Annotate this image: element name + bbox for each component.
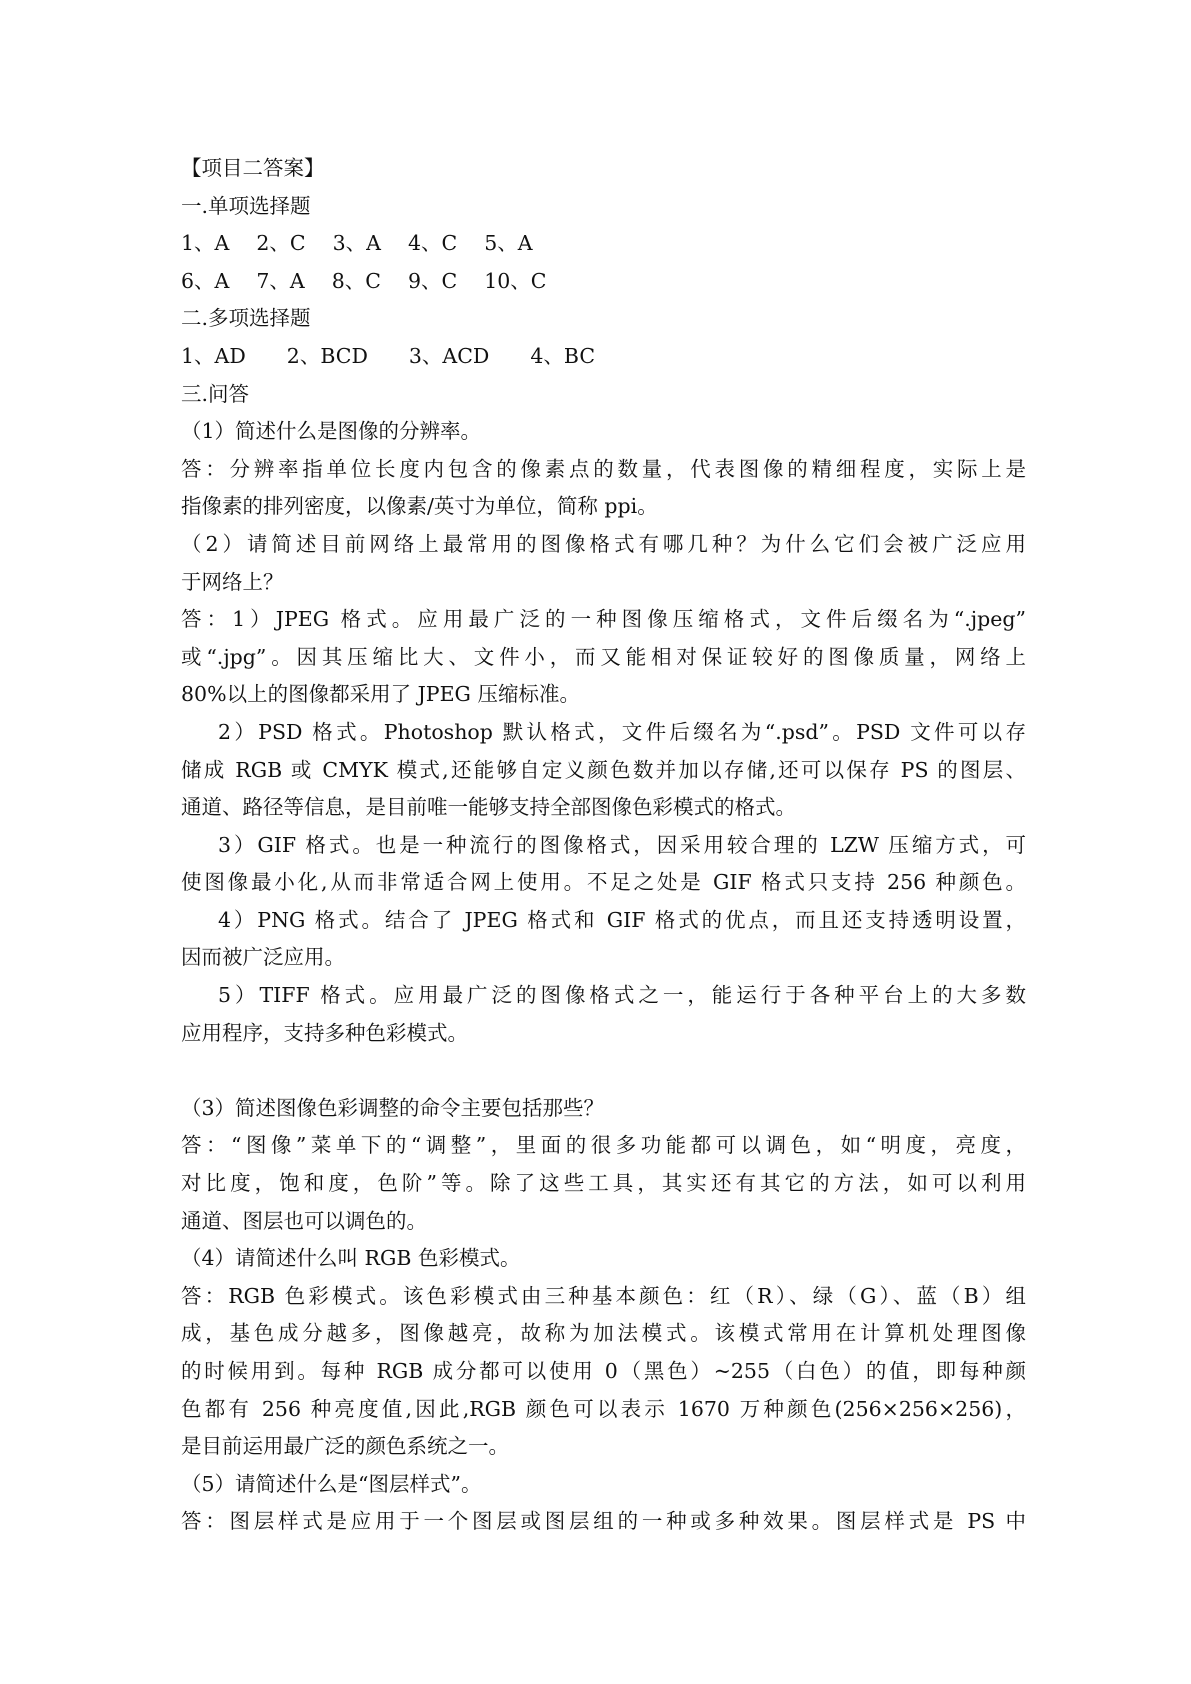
single-choice-answers-row-1: 1、A 2、C 3、A 4、C 5、A: [181, 231, 533, 256]
question-2-line-1: （2）请简述目前网络上最常用的图像格式有哪几种？为什么它们会被广泛应用: [181, 531, 1026, 556]
answer-3-line-2: 对比度，饱和度，色阶”等。除了这些工具，其实还有其它的方法，如可以利用: [181, 1171, 1026, 1196]
answer-3-line-3: 通道、图层也可以调色的。: [181, 1208, 427, 1233]
section-heading-qa: 三.问答: [181, 381, 250, 406]
answer-2-gif-line-2: 使图像最小化,从而非常适合网上使用。不足之处是 GIF 格式只支持 256 种颜色。: [181, 870, 1026, 895]
answer-4-line-5: 是目前运用最广泛的颜色系统之一。: [181, 1434, 509, 1459]
answer-3-line-1: 答：“图像”菜单下的“调整”，里面的很多功能都可以调色，如“明度，亮度，: [181, 1133, 1026, 1158]
answer-4-line-3: 的时候用到。每种 RGB 成分都可以使用 0（黑色）~255（白色）的值，即每种颜: [181, 1359, 1026, 1383]
section-heading-single-choice: 一.单项选择题: [181, 193, 311, 218]
answer-2-png-line-1: 4）PNG 格式。结合了 JPEG 格式和 GIF 格式的优点，而且还支持透明设置，: [218, 907, 1026, 932]
question-2-line-2: 于网络上？: [181, 569, 284, 594]
answer-2-jpeg-line-3: 80%以上的图像都采用了 JPEG 压缩标准。: [181, 682, 580, 707]
answer-2-tiff-line-2: 应用程序，支持多种色彩模式。: [181, 1020, 468, 1045]
answer-2-psd-line-2: 储成 RGB 或 CMYK 模式,还能够自定义颜色数并加以存储,还可以保存 PS 的图层、: [181, 757, 1026, 782]
multiple-choice-answers-row: 1、AD 2、BCD 3、ACD 4、BC: [181, 343, 596, 368]
answer-5-line-1: 答：图层样式是应用于一个图层或图层组的一种或多种效果。图层样式是 PS 中: [181, 1509, 1026, 1534]
answer-1-line-2: 指像素的排列密度，以像素/英寸为单位，简称 ppi。: [181, 494, 658, 519]
answer-2-jpeg-line-2: 或“.jpg”。因其压缩比大、文件小，而又能相对保证较好的图像质量，网络上: [181, 644, 1026, 669]
single-choice-answers-row-2: 6、A 7、A 8、C 9、C 10、C: [181, 268, 547, 293]
question-3: （3）简述图像色彩调整的命令主要包括那些？: [181, 1095, 605, 1120]
blank-line: [181, 1052, 1026, 1090]
section-heading-multiple-choice: 二.多项选择题: [181, 306, 311, 331]
answer-1-line-1: 答：分辨率指单位长度内包含的像素点的数量，代表图像的精细程度，实际上是: [181, 456, 1026, 481]
question-1: （1）简述什么是图像的分辨率。: [181, 419, 482, 444]
document-title: 【项目二答案】: [181, 156, 325, 180]
question-5: （5）请简述什么是“图层样式”。: [181, 1471, 482, 1496]
question-4: （4）请简述什么叫 RGB 色彩模式。: [181, 1246, 521, 1271]
answer-4-line-4: 色都有 256 种亮度值,因此,RGB 颜色可以表示 1670 万种颜色(256×256×256)，: [181, 1396, 1026, 1421]
answer-2-png-line-2: 因而被广泛应用。: [181, 945, 345, 970]
answer-2-psd-line-3: 通道、路径等信息，是目前唯一能够支持全部图像色彩模式的格式。: [181, 795, 796, 820]
document-body: [181, 150, 1026, 1541]
answer-2-jpeg-line-1: 答：1）JPEG 格式。应用最广泛的一种图像压缩格式，文件后缀名为“.jpeg”: [181, 607, 1026, 632]
answer-4-line-2: 成，基色成分越多，图像越亮，故称为加法模式。该模式常用在计算机处理图像: [181, 1321, 1026, 1346]
answer-2-gif-line-1: 3）GIF 格式。也是一种流行的图像格式，因采用较合理的 LZW 压缩方式，可: [218, 832, 1026, 857]
answer-2-tiff-line-1: 5）TIFF 格式。应用最广泛的图像格式之一，能运行于各种平台上的大多数: [218, 983, 1026, 1008]
answer-4-line-1: 答：RGB 色彩模式。该色彩模式由三种基本颜色：红（R）、绿（G）、蓝（B）组: [181, 1283, 1026, 1308]
answer-2-psd-line-1: 2）PSD 格式。Photoshop 默认格式，文件后缀名为“.psd”。PSD 文件可以存: [218, 719, 1026, 744]
